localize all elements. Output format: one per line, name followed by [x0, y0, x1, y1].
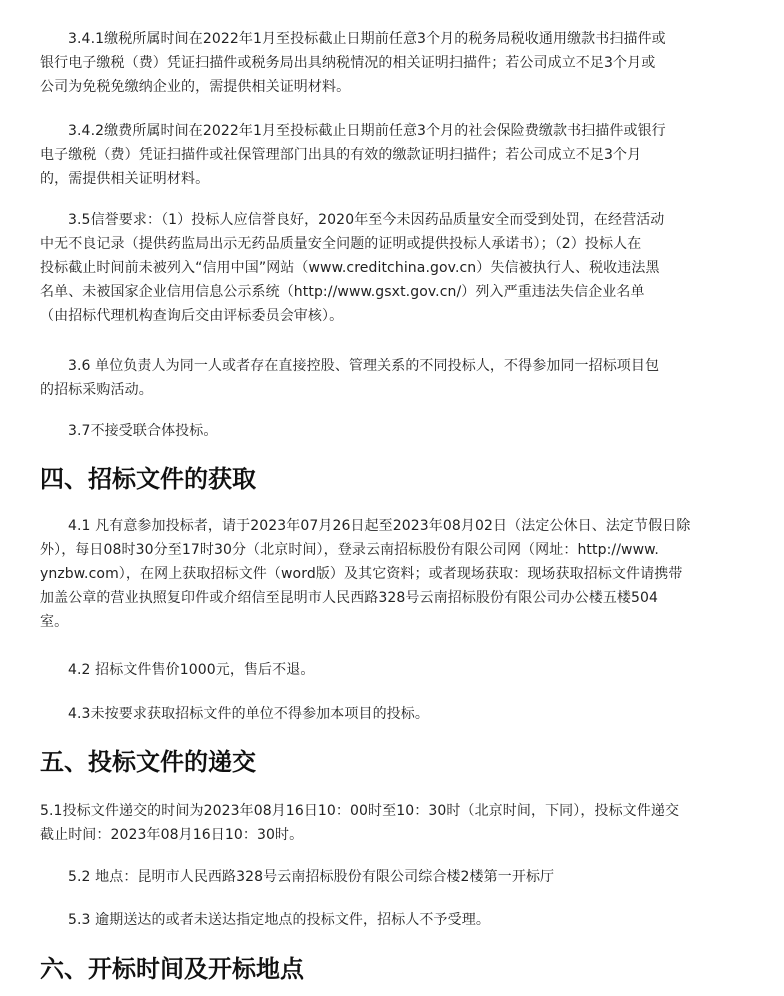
text-line: 5.2 地点：昆明市人民西路328号云南招标股份有限公司综合楼2楼第一开标厅 [68, 869, 555, 885]
paragraph-3-5 [40, 208, 752, 328]
text-line: 室。 [40, 614, 69, 630]
text-line: 5.1投标文件递交的时间为2023年08月16日10：00时至10：30时（北京时间，下同），投标文件递交 [40, 803, 680, 819]
text-line: 投标截止时间前未被列入“信用中国”网站（www.creditchina.gov.cn）失信被执行人、税收违法黑 [40, 260, 660, 276]
section-heading-6: 六、开标时间及开标地点 [40, 955, 304, 983]
text-line: 3.4.1缴税所属时间在2022年1月至投标截止日期前任意3个月的税务局税收通用缴款书扫描件或 [68, 31, 666, 47]
paragraph-5-3 [40, 908, 752, 932]
paragraph-3-4-2 [40, 119, 752, 191]
text-line: 公司为免税免缴纳企业的，需提供相关证明材料。 [40, 79, 351, 95]
paragraph-5-2 [40, 865, 752, 889]
text-line: 加盖公章的营业执照复印件或介绍信至昆明市人民西路328号云南招标股份有限公司办公楼五楼504 [40, 590, 659, 606]
text-line: 4.1 凡有意参加投标者，请于2023年07月26日起至2023年08月02日（法定公休日、法定节假日除 [68, 518, 691, 534]
text-line: 银行电子缴税（费）凭证扫描件或税务局出具纳税情况的相关证明扫描件；若公司成立不足3个月或 [40, 55, 656, 71]
text-line: 电子缴税（费）凭证扫描件或社保管理部门出具的有效的缴款证明扫描件；若公司成立不足3个月 [40, 147, 642, 163]
text-line: 外），每日08时30分至17时30分（北京时间），登录云南招标股份有限公司网（网址：http://www. [40, 542, 659, 558]
text-line: 3.7不接受联合体投标。 [68, 423, 218, 439]
text-line: 的，需提供相关证明材料。 [40, 171, 210, 187]
text-line: 3.4.2缴费所属时间在2022年1月至投标截止日期前任意3个月的社会保险费缴款书扫描件或银行 [68, 123, 666, 139]
text-line: 3.5信誉要求：（1）投标人应信誉良好，2020年至今未因药品质量安全而受到处罚，在经营活动 [68, 212, 665, 228]
paragraph-4-2 [40, 658, 752, 682]
paragraph-4-3 [40, 702, 752, 726]
text-line: 5.3 逾期送达的或者未送达指定地点的投标文件，招标人不予受理。 [68, 912, 490, 928]
text-line: 4.3未按要求获取招标文件的单位不得参加本项目的投标。 [68, 706, 429, 722]
paragraph-3-6 [40, 354, 752, 402]
paragraph-5-1 [40, 799, 752, 847]
paragraph-3-4-1 [40, 27, 752, 99]
text-line: ynzbw.com），在网上获取招标文件（word版）及其它资料；或者现场获取：现场获取招标文件请携带 [40, 566, 683, 582]
text-line: 3.6 单位负责人为同一人或者存在直接控股、管理关系的不同投标人，不得参加同一招标项目包 [68, 358, 660, 374]
section-heading-5: 五、投标文件的递交 [40, 748, 256, 776]
text-line: （由招标代理机构查询后交由评标委员会审核）。 [40, 308, 344, 324]
paragraph-4-1 [40, 514, 752, 634]
text-line: 的招标采购活动。 [40, 382, 153, 398]
text-line: 名单、未被国家企业信用信息公示系统（http://www.gsxt.gov.cn/）列入严重违法失信企业名单 [40, 284, 645, 300]
paragraph-3-7 [40, 419, 752, 443]
text-line: 4.2 招标文件售价1000元，售后不退。 [68, 662, 315, 678]
text-line: 截止时间：2023年08月16日10：30时。 [40, 827, 304, 843]
text-line: 中无不良记录（提供药监局出示无药品质量安全问题的证明或提供投标人承诺书）；（2）投标人在 [40, 236, 642, 252]
section-heading-4: 四、招标文件的获取 [40, 465, 256, 493]
